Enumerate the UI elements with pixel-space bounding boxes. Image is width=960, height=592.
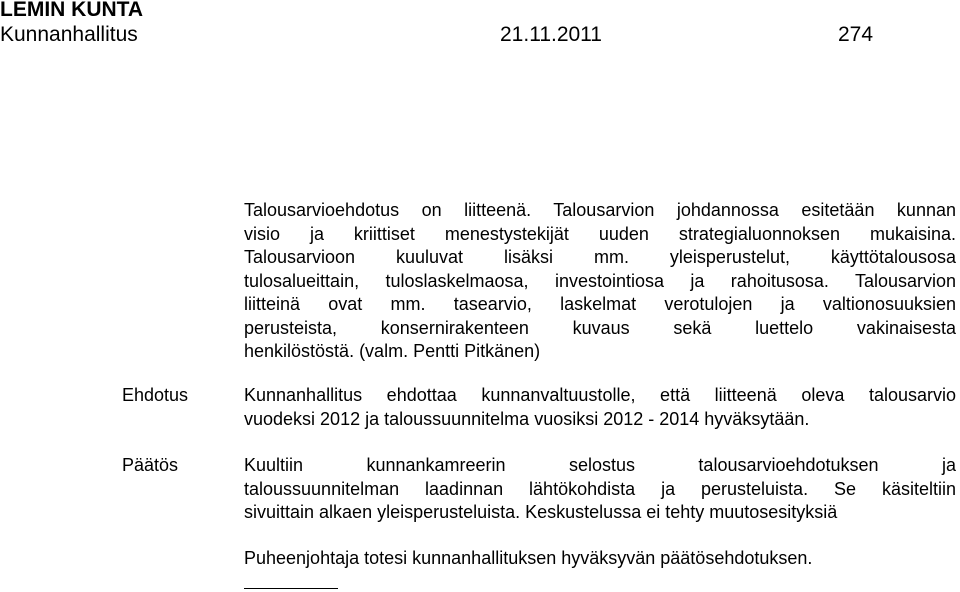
decision-paragraph <box>244 454 956 525</box>
closing-paragraph <box>244 547 956 571</box>
page-number: 274 <box>838 23 874 46</box>
meeting-date: 21.11.2011 <box>500 23 602 46</box>
proposal-paragraph <box>244 384 956 431</box>
decision-label: Päätös <box>122 455 179 475</box>
intro-line: henkilöstöstä. (valm. Pentti Pitkänen) <box>244 341 541 361</box>
governing-body: Kunnanhallitus <box>0 23 138 46</box>
intro-line: tulosalueittain, tuloslaskelmaosa, investointiosa ja rahoitusosa. Talousarvion <box>244 270 956 291</box>
closing-line: Puheenjohtaja totesi kunnanhallituksen hyväksyvän päätösehdotuksen. <box>244 548 813 568</box>
intro-line: Talousarvioehdotus on liitteenä. Talousarvion johdannossa esitetään kunnan <box>244 200 956 220</box>
decision-line: taloussuunnitelman laadinnan lähtökohdista ja perusteluista. Se käsiteltiin <box>244 478 956 499</box>
signature-line <box>244 588 338 589</box>
proposal-label: Ehdotus <box>122 385 189 405</box>
decision-line: sivuittain alkaen yleisperusteluista. Keskustelussa ei tehty muutosesityksiä <box>244 502 838 522</box>
decision-line: Kuultiin kunnankamreerin selostus talousarvioehdotuksen ja <box>244 455 956 475</box>
proposal-line: vuodeksi 2012 ja taloussuunnitelma vuosiksi 2012 - 2014 hyväksytään. <box>244 408 810 429</box>
intro-paragraph <box>244 199 956 364</box>
intro-line: visio ja kriittiset menestystekijät uuden strategialuonnoksen mukaisina. <box>244 223 956 244</box>
proposal-line: Kunnanhallitus ehdottaa kunnanvaltuustolle, että liitteenä oleva talousarvio <box>244 385 956 405</box>
intro-line: Talousarvioon kuuluvat lisäksi mm. yleisperustelut, käyttötalousosa <box>244 247 956 267</box>
intro-line: liitteinä ovat mm. tasearvio, laskelmat verotulojen ja valtionosuuksien <box>244 294 956 314</box>
intro-line: perusteista, konsernirakenteen kuvaus sekä luettelo vakinaisesta <box>244 317 956 338</box>
header-meta <box>0 22 960 48</box>
organization-name: LEMIN KUNTA <box>0 0 144 21</box>
